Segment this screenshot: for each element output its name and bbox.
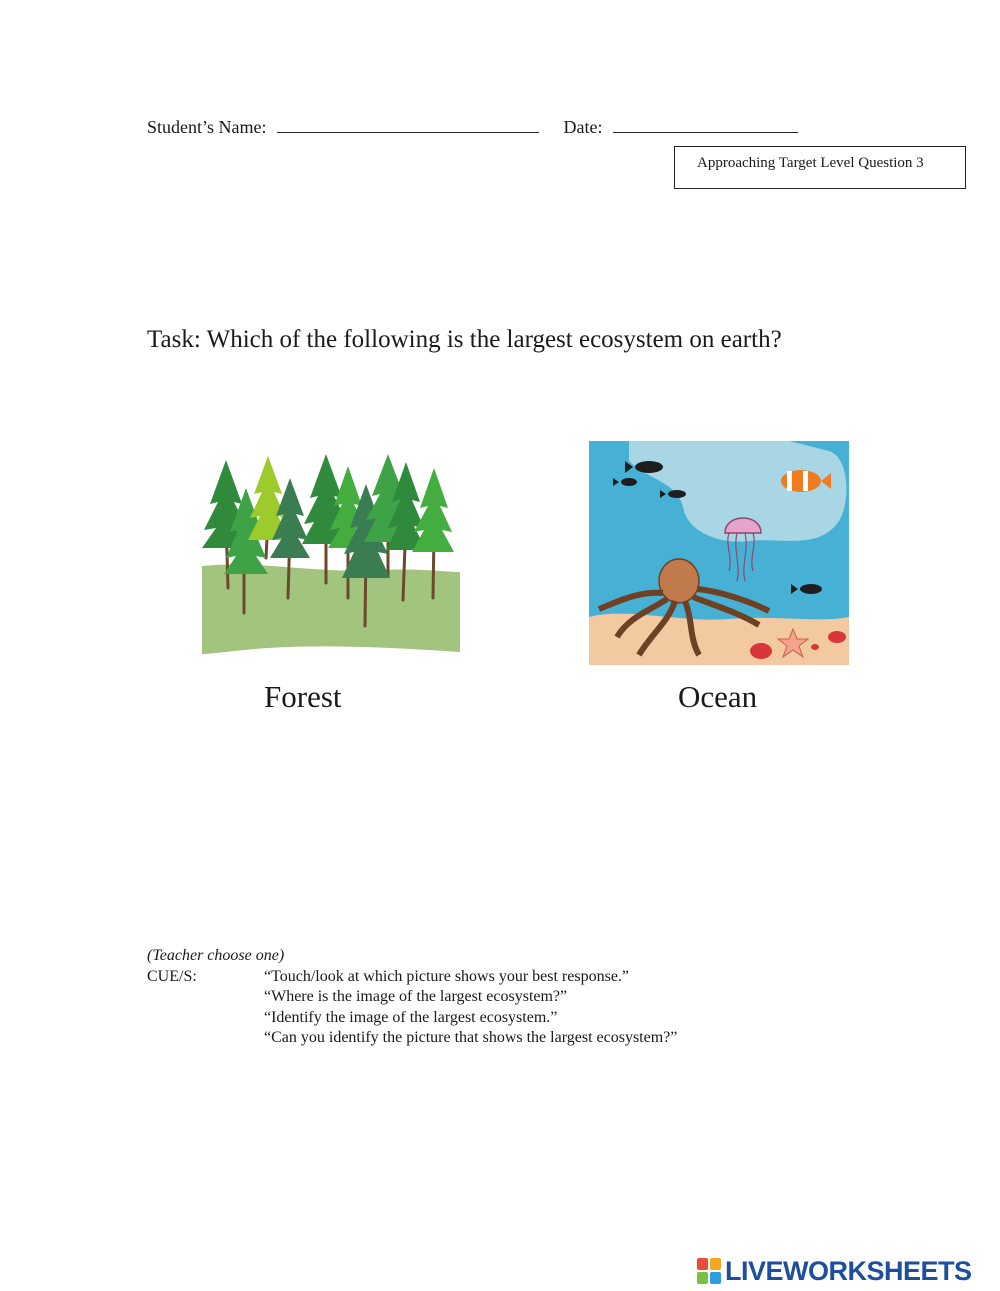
teacher-cues — [147, 946, 677, 1049]
cue-line: “Identify the image of the largest ecosystem.” — [264, 1008, 558, 1026]
cue-row — [147, 1008, 677, 1029]
cue-row — [147, 967, 677, 988]
student-name-date-line — [147, 117, 798, 138]
brand-name: LIVEWORKSHEETS — [725, 1255, 972, 1286]
ocean-label: Ocean — [678, 679, 758, 714]
date-label: Date: — [563, 117, 603, 137]
cue-row — [147, 987, 677, 1008]
student-name-blank[interactable] — [277, 130, 539, 133]
level-text: Approaching Target Level Question 3 — [697, 155, 924, 171]
forest-label: Forest — [264, 679, 342, 714]
date-blank[interactable] — [613, 130, 798, 133]
cue-line: “Touch/look at which picture shows your best response.” — [264, 967, 630, 985]
level-box — [674, 146, 966, 189]
task-question: Task: Which of the following is the largest ecosystem on earth? — [147, 326, 782, 353]
teacher-note: (Teacher choose one) — [147, 947, 285, 964]
cue-label: CUE/S: — [147, 967, 197, 985]
cue-line: “Where is the image of the largest ecosystem?” — [264, 988, 568, 1005]
cue-line: “Can you identify the picture that shows the largest ecosystem?” — [264, 1029, 678, 1046]
forest-trees-picture[interactable] — [198, 448, 464, 660]
liveworksheets-logo[interactable] — [697, 1256, 972, 1286]
cue-row — [147, 1028, 677, 1049]
logo-tiles-icon — [697, 1258, 721, 1284]
student-name-label: Student’s Name: — [147, 117, 267, 137]
ocean-sea-life-picture[interactable] — [589, 441, 849, 665]
